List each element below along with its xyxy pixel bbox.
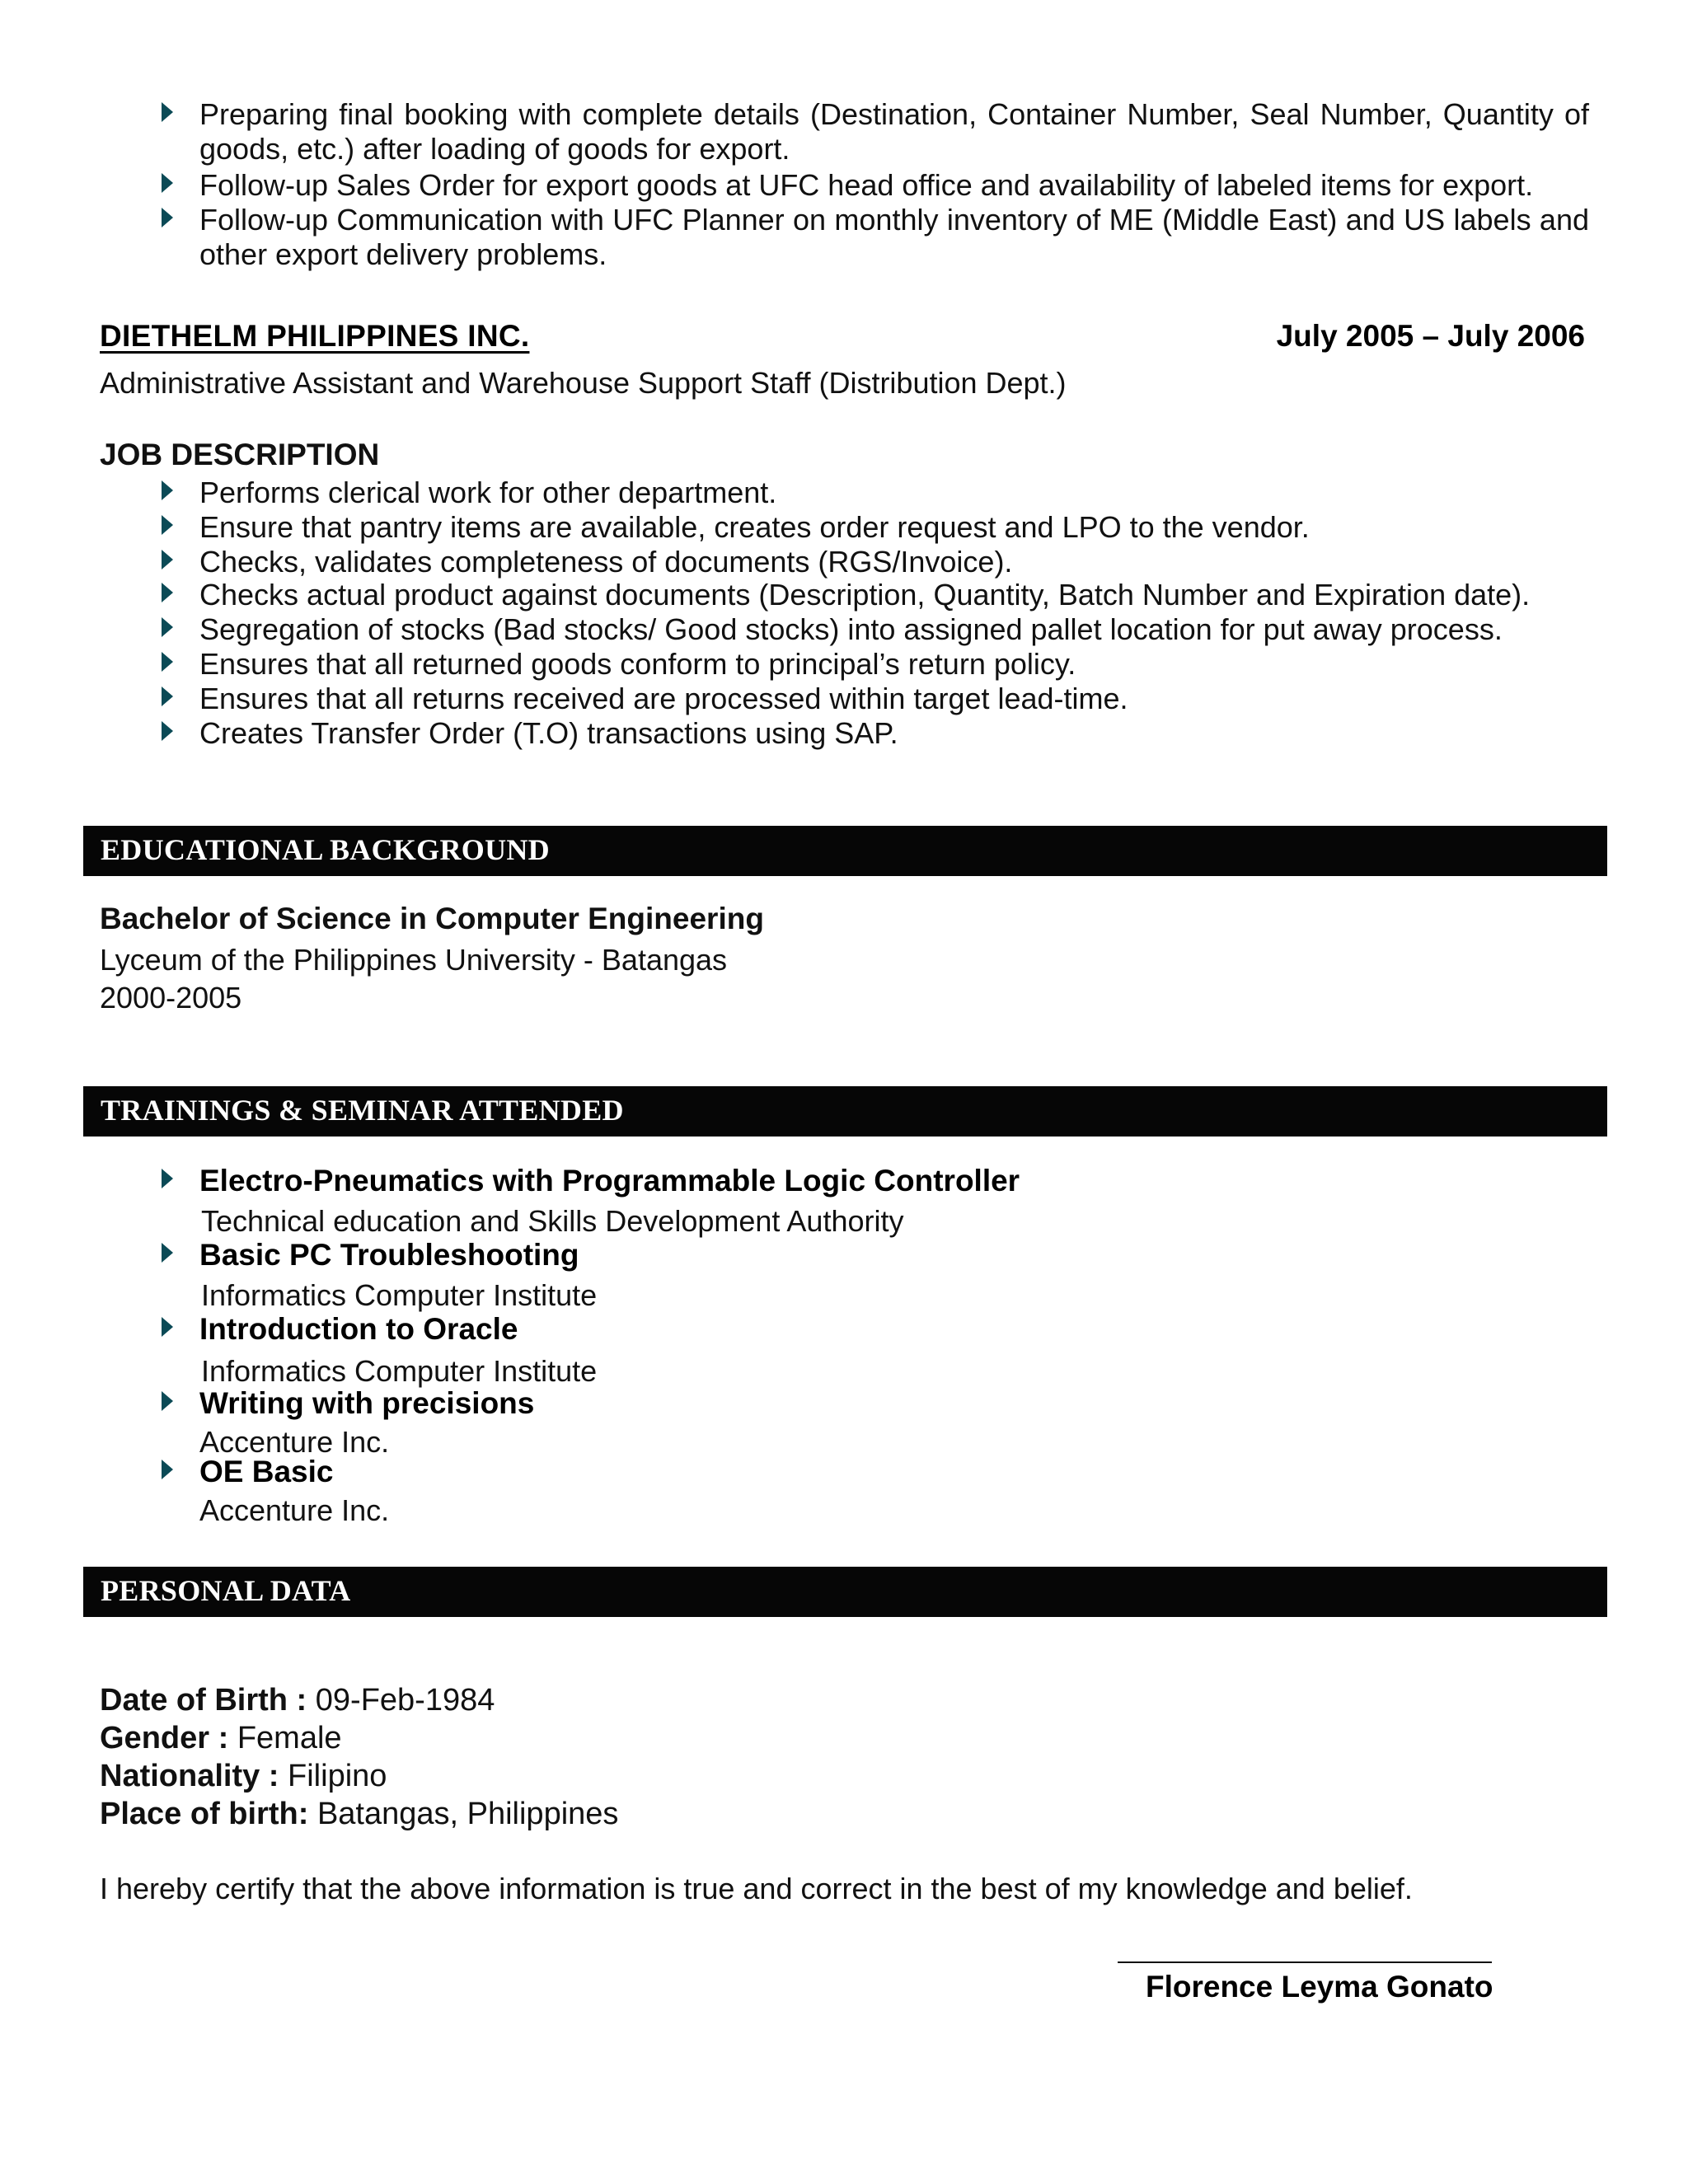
training-title: OE Basic [199,1455,334,1488]
list-item [0,578,1688,612]
school-years: 2000-2005 [100,981,242,1015]
field-value: Filipino [288,1759,387,1793]
training-provider: Accenture Inc. [199,1425,390,1459]
list-item-text: Checks actual product against documents (Description, Quantity, Batch Number and Expiration date). [199,578,1531,612]
bullet-arrow-icon [162,583,173,602]
list-item [0,612,1688,647]
bullet-arrow-icon [162,1169,173,1188]
list-item-text: Performs clerical work for other department. [199,476,777,509]
personal-row-pob [100,1797,618,1832]
school-name: Lyceum of the Philippines University - Batangas [100,943,728,977]
bullet-arrow-icon [162,173,173,193]
job-description-heading: JOB DESCRIPTION [100,438,380,471]
company-name: DIETHELM PHILIPPINES INC. [100,319,530,353]
training-provider: Accenture Inc. [199,1493,390,1527]
bullet-arrow-icon [162,550,173,569]
field-label: Place of birth: [100,1797,309,1831]
list-item [0,97,1688,166]
list-item [0,476,1688,510]
section-header-personal [83,1567,1607,1617]
section-header-education [83,826,1607,876]
training-title: Writing with precisions [199,1386,535,1420]
signatory-name: Florence Leyma Gonato [1146,1970,1493,2004]
position-title: Administrative Assistant and Warehouse Support Staff (Distribution Dept.) [100,366,1067,400]
bullet-arrow-icon [162,721,173,741]
bullet-arrow-icon [162,617,173,637]
list-item-text: Creates Transfer Order (T.O) transactions using SAP. [199,716,898,750]
training-provider: Informatics Computer Institute [201,1354,598,1388]
list-item-text: Ensures that all returns received are processed within target lead-time. [199,682,1128,715]
list-item-text: Follow-up Sales Order for export goods at UFC head office and availability of labeled items for export. [199,168,1534,202]
bullet-arrow-icon [162,687,173,706]
field-value: Batangas, Philippines [316,1797,619,1831]
training-title: Introduction to Oracle [199,1312,518,1346]
bullet-arrow-icon [162,1317,173,1337]
list-item [0,510,1688,545]
section-title: TRAININGS & SEMINAR ATTENDED [101,1094,624,1127]
list-item [0,545,1688,579]
training-provider: Technical education and Skills Development Authority [201,1204,904,1238]
bullet-arrow-icon [162,1460,173,1479]
list-item [0,682,1688,716]
list-item-text: Preparing final booking with complete details (Destination, Container Number, Seal Number, Quantity of goods, etc.) after loading of goods for export. [199,97,1589,166]
personal-row-nationality [100,1759,387,1794]
list-item [0,647,1688,682]
personal-row-gender [100,1721,342,1756]
list-item [0,168,1688,203]
list-item-text: Ensures that all returned goods conform to principal’s return policy. [199,647,1076,681]
training-provider: Informatics Computer Institute [201,1278,598,1312]
personal-row-dob [100,1683,495,1718]
field-label: Date of Birth : [100,1683,307,1718]
field-label: Nationality : [100,1759,279,1793]
bullet-arrow-icon [162,480,173,500]
signature-line [1118,1961,1492,1963]
section-header-trainings [83,1086,1607,1137]
field-value: 09-Feb-1984 [315,1683,495,1718]
training-title: Basic PC Troubleshooting [199,1238,579,1272]
certification-statement: I hereby certify that the above information is true and correct in the best of my knowledge and belief. [100,1872,1413,1905]
list-item [0,203,1688,272]
bullet-arrow-icon [162,515,173,535]
degree-title: Bachelor of Science in Computer Engineering [100,902,764,935]
training-title: Electro-Pneumatics with Programmable Logic Controller [199,1164,1020,1197]
bullet-arrow-icon [162,652,173,672]
employment-period: July 2005 – July 2006 [1276,319,1585,353]
section-title: EDUCATIONAL BACKGROUND [101,833,550,866]
bullet-arrow-icon [162,1391,173,1411]
bullet-arrow-icon [162,208,173,227]
list-item-text: Follow-up Communication with UFC Planner on monthly inventory of ME (Middle East) and US labels and other export delivery problems. [199,203,1589,271]
list-item-text: Ensure that pantry items are available, creates order request and LPO to the vendor. [199,510,1310,544]
bullet-arrow-icon [162,102,173,122]
field-value: Female [237,1721,342,1755]
bullet-arrow-icon [162,1243,173,1263]
list-item-text: Checks, validates completeness of documents (RGS/Invoice). [199,545,1013,579]
section-title: PERSONAL DATA [101,1574,351,1607]
field-label: Gender : [100,1721,229,1755]
list-item-text: Segregation of stocks (Bad stocks/ Good stocks) into assigned pallet location for put away process. [199,612,1503,646]
list-item [0,716,1688,751]
